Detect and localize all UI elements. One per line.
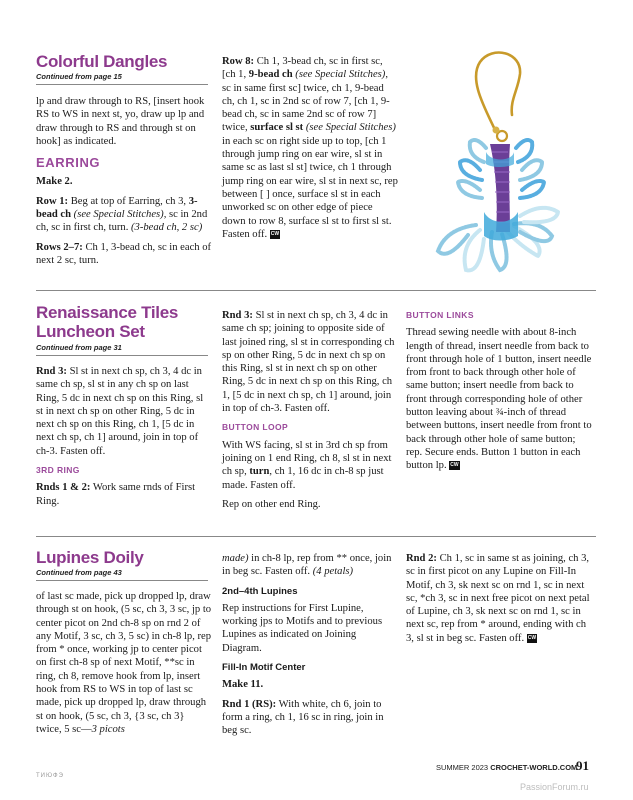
rnd-1: Rnd 1 (RS): With white, ch 6, join to form a ring, ch 1, 16 sc in ring, join in beg sc. <box>222 698 384 737</box>
make-count: Make 11. <box>222 679 264 691</box>
colorful-dangles-title: Colorful Dangles <box>36 52 168 71</box>
rnd-3: Rnd 3: Sl st in next ch sp, ch 3, 4 dc in same ch sp; joining to opposite side of last joined ring, sl st in corresponding ch sp on other Ring, 5 dc in next ch sp on this Ring, sl st in next ch sp on other Ring, 5 dc in next ch sp on this Ring, ch 1, [5 dc in next ch sp, ch 1] around, join in top of ch-3. Fasten off. <box>222 310 395 415</box>
rnds-1-2: Rnds 1 & 2: Work same rnds of First Ring. <box>36 482 196 507</box>
divider <box>36 84 208 85</box>
lupines-col-1 <box>36 590 212 742</box>
jump-ring <box>497 131 507 141</box>
divider <box>36 580 208 581</box>
earring-photo <box>410 40 580 285</box>
repeat-note: Rep on other end Ring. <box>222 498 321 510</box>
button-loop-heading: BUTTON LOOP <box>222 422 289 433</box>
make-count: Make 2. <box>36 176 73 188</box>
repeat-instructions: Rep instructions for First Lupine, working jps to Motifs and to previous Lupines as indicated on Joining Diagram. <box>222 602 383 654</box>
button-loop-text: With WS facing, sl st in 3rd ch sp from joining on 1 end Ring, ch 8, sl st in next ch sp, turn, ch 1, 16 dc in ch-8 sp just made. Fasten off. <box>222 439 392 491</box>
row-8: Row 8: Ch 1, 3-bead ch, sc in first sc, [ch 1, 9-bead ch (see Special Stitches), sc in same first sc] twice, ch 1, 9-bead ch, ch 1, sc in 2nd sc of row 7, [ch 1, 9-bead ch, sc in same 2nd sc of row 7] twice, surface sl st (see Special Stitches) in each sc on right side up to top, [ch 1 through jump ring on ear wire, sl st in same sc as last sl st] twice, ch 1 through jump ring on ear wire, sl st in next sc, rep between [ ] once, surface sl st in each unworked sc on other edge of piece down to row 8, surface sl st to first sl st. Fasten off. CW <box>222 56 398 240</box>
fill-in-motif-heading: Fill-In Motif Center <box>222 662 306 674</box>
section-divider <box>36 536 596 537</box>
continued-note: Continued from page 15 <box>36 72 122 81</box>
lupines-col-2 <box>222 552 398 744</box>
dangles-col-1 <box>36 95 212 273</box>
section-divider <box>36 290 596 291</box>
dangles-col-2 <box>222 55 398 247</box>
rnd-3: Rnd 3: Sl st in next ch sp, ch 3, 4 dc in same ch sp, sl st in any ch sp on last Ring, 5 dc in next ch sp on this Ring, sl st in next ch sp on other Ring, 5 dc in next ch sp on this Ring, ch 1, [5 dc in next ch sp, ch 1] around, join in top of ch-3. Fasten off. <box>36 366 204 457</box>
footer-issue: SUMMER 2023 CROCHET-WORLD.COM <box>436 763 578 772</box>
watermark: PassionForum.ru <box>520 782 589 792</box>
lupine-text-cont: made) in ch-8 lp, rep from ** once, join in beg sc. Fasten off. (4 petals) <box>222 553 392 578</box>
crochet-spine <box>490 144 510 232</box>
lupine-text: of last sc made, pick up dropped lp, draw through st on hook, (5 sc, ch 3, 3 sc, jp to center picot on 2nd ch-8 sp on rnd 2 of any Motif, 3 sc, ch 3, 5 sc) in ch-8 lp, rep from * once, working jp to center picot on first ch-8 sp of next Motif, **sc in ring, ch 8, remove hook from lp, insert hook from RS to WS in top of last sc made, pick up dropped lp, draw through st on hook, (5 sc, ch 3, {3 sc, ch 3} twice, 5 sc—3 picots <box>36 591 212 735</box>
third-ring-heading: 3RD RING <box>36 465 80 476</box>
ear-wire <box>476 53 520 132</box>
divider <box>36 355 208 356</box>
end-mark-icon: CW <box>527 634 537 641</box>
end-mark-icon: CW <box>450 462 459 469</box>
lupines-2-4-heading: 2nd–4th Lupines <box>222 585 298 597</box>
footer-code: ТИЮФЭ <box>36 773 64 779</box>
row-1: Row 1: Beg at top of Earring, ch 3, 3-bead ch (see Special Stitches), sc in 2nd ch, sc in first ch, turn. (3-bead ch, 2 sc) <box>36 195 208 234</box>
lupines-col-3 <box>406 552 594 651</box>
earring-heading: EARRING <box>36 155 101 171</box>
rows-2-7: Rows 2–7: Ch 1, 3-bead ch, sc in each of next 2 sc, turn. <box>36 241 212 266</box>
end-mark-icon: CW <box>270 230 280 237</box>
renaissance-col-2 <box>222 309 398 517</box>
page-number: 91 <box>576 758 589 773</box>
continued-note: Continued from page 43 <box>36 568 122 577</box>
renaissance-col-3 <box>406 309 594 479</box>
continued-note: Continued from page 31 <box>36 343 122 352</box>
button-links-text: Thread sewing needle with about 8-inch length of thread, insert needle from back to front through hole of 1 button, insert needle from front to back through other hole of same button; insert needle from back to front through corresponding hole of other button leaving about ¾-inch of thread between buttons, insert needle from front to back through other hole of same button; rep. Secure ends. Button 1 button in each button lp. CW <box>406 327 592 472</box>
button-links-heading: BUTTON LINKS <box>406 310 474 320</box>
renaissance-title: Renaissance Tiles Luncheon Set <box>36 303 179 341</box>
lupines-title: Lupines Doily <box>36 548 144 567</box>
renaissance-col-1 <box>36 365 212 514</box>
dangles-intro: lp and draw through to RS, [insert hook RS to WS in next st, yo, draw up lp and draw through to RS and through st on hook] as indicated. <box>36 96 205 147</box>
rnd-2: Rnd 2: Ch 1, sc in same st as joining, ch 3, sc in first picot on any Lupine on Fill-In Motif, ch 3, sk next sc on rnd 1, sc in next sc, *ch 3, sc in next free picot on next petal of Lupine, ch 3, sk next sc on rnd 1, sc in next sc, rep from * around, ending with ch 3, sl st in beg sc. Fasten off. CW <box>406 553 590 644</box>
